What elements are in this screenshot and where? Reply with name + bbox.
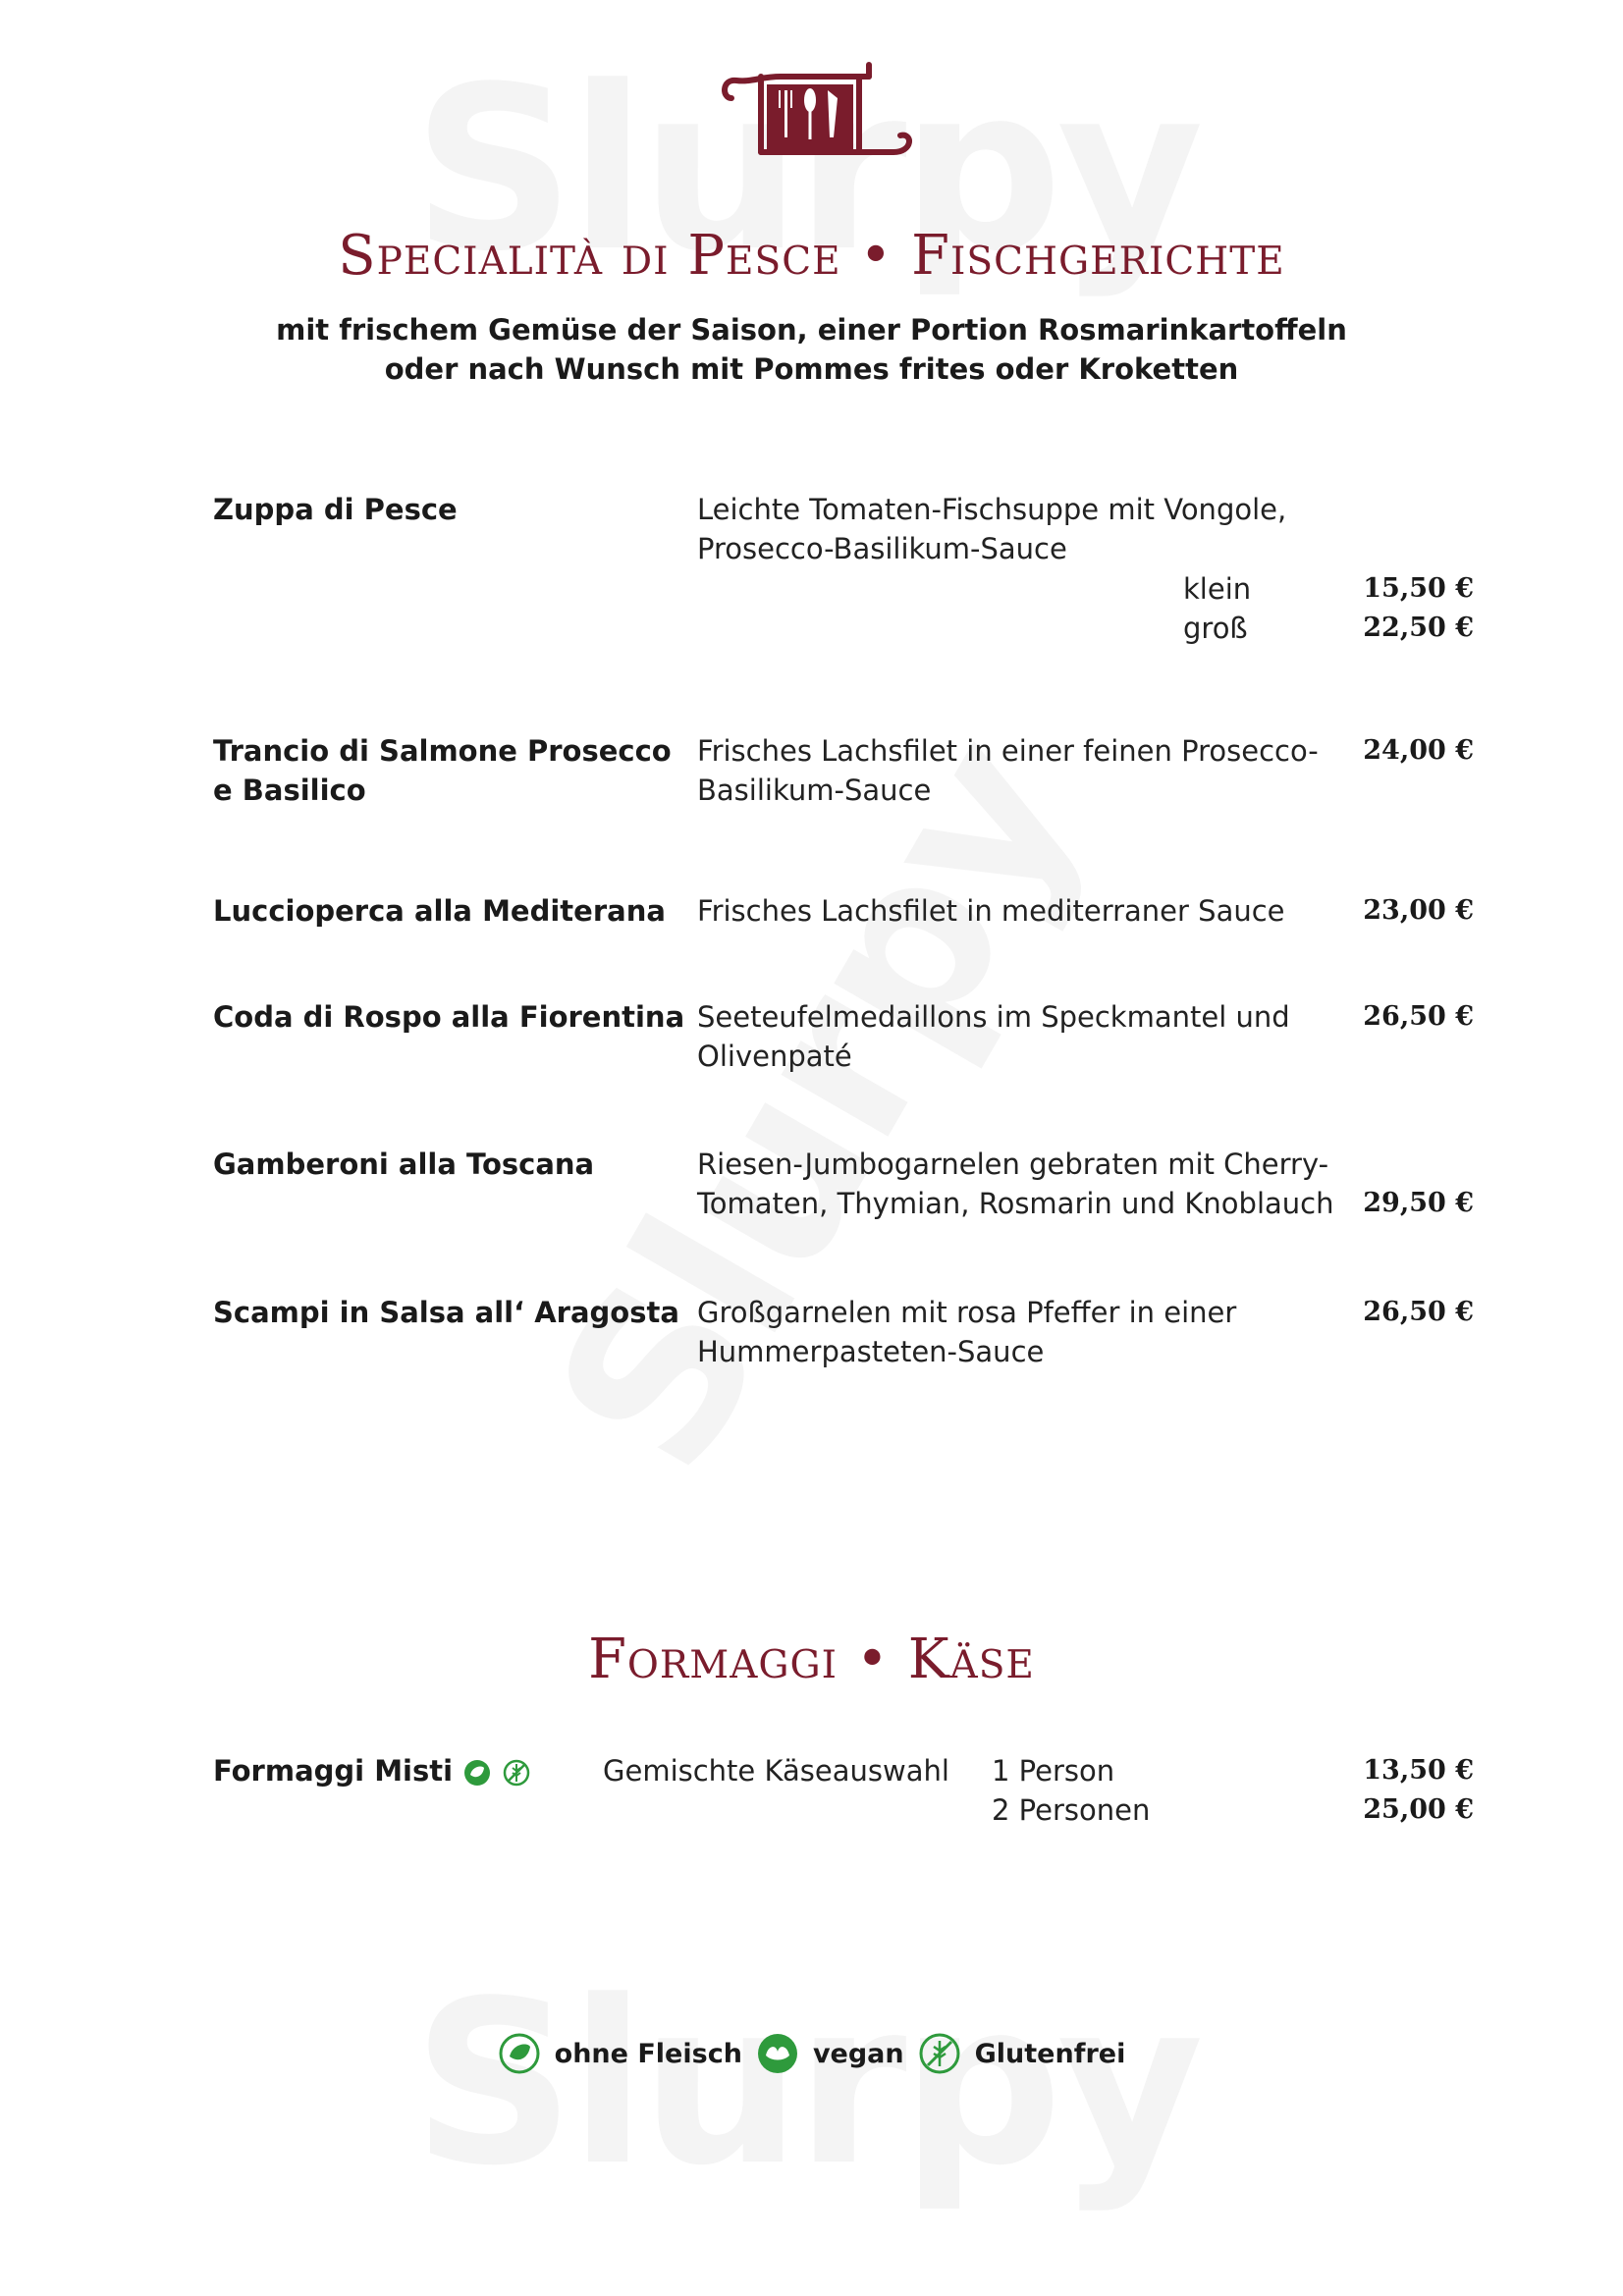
dish-description: Tomaten, Thymian, Rosmarin und Knoblauch — [697, 1187, 1334, 1220]
dish-price: 23,00 € — [1363, 895, 1474, 926]
vegetarian-icon — [462, 1758, 492, 1788]
dish-name: Luccioperca alla Mediterana — [213, 894, 666, 928]
dish-price: 24,00 € — [1363, 735, 1474, 766]
section-title-fish: Specialità di Pesce • Fischgerichte — [338, 224, 1285, 288]
dish-name: e Basilico — [213, 774, 366, 807]
diet-legend — [0, 2032, 1623, 2075]
size-label: groß — [1183, 612, 1248, 645]
dish-description: Großgarnelen mit rosa Pfeffer in einer — [697, 1296, 1237, 1329]
watermark-middle — [507, 700, 1126, 1512]
dish-name: Trancio di Salmone Prosecco — [213, 734, 672, 768]
dish-price: 15,50 € — [1363, 573, 1474, 604]
cheese-description: Gemischte Käseauswahl — [603, 1754, 949, 1788]
dish-name: Coda di Rospo alla Fiorentina — [213, 1000, 685, 1034]
portion-label: 2 Personen — [992, 1793, 1151, 1827]
subtitle-line-1: mit frischem Gemüse der Saison, einer Portion Rosmarinkartoffeln — [276, 313, 1347, 347]
dish-description: Basilikum-Sauce — [697, 774, 932, 807]
dish-name: Gamberoni alla Toscana — [213, 1148, 595, 1181]
gluten-free-icon — [918, 2032, 961, 2075]
dish-description: Riesen-Jumbogarnelen gebraten mit Cherry- — [697, 1148, 1329, 1181]
dish-name: Scampi in Salsa all‘ Aragosta — [213, 1296, 679, 1329]
gluten-free-icon — [502, 1758, 531, 1788]
dish-description: Frisches Lachsfilet in mediterraner Sauce — [697, 894, 1285, 928]
cheese-row — [213, 1751, 531, 1790]
dish-price: 26,50 € — [1363, 1001, 1474, 1032]
dish-description: Olivenpaté — [697, 1040, 852, 1073]
dish-description: Frisches Lachsfilet in einer feinen Prosecco- — [697, 734, 1319, 768]
restaurant-logo — [722, 59, 918, 167]
legend-label: vegan — [812, 2038, 904, 2069]
legend-label: Glutenfrei — [974, 2038, 1126, 2069]
dish-price: 22,50 € — [1363, 613, 1474, 643]
dish-price: 29,50 € — [1363, 1188, 1474, 1218]
dish-description: Prosecco-Basilikum-Sauce — [697, 532, 1067, 565]
dish-description: Hummerpasteten-Sauce — [697, 1335, 1045, 1368]
portion-label: 1 Person — [992, 1754, 1115, 1788]
size-label: klein — [1183, 572, 1252, 606]
cheese-price: 13,50 € — [1363, 1755, 1474, 1786]
cheese-price: 25,00 € — [1363, 1794, 1474, 1825]
dish-name: Zuppa di Pesce — [213, 493, 458, 526]
legend-label: ohne Fleisch — [554, 2038, 742, 2069]
vegan-icon — [756, 2032, 799, 2075]
vegetarian-icon — [498, 2032, 541, 2075]
cheese-name: Formaggi Misti — [213, 1754, 454, 1788]
dish-description: Seeteufelmedaillons im Speckmantel und — [697, 1000, 1290, 1034]
dish-description: Leichte Tomaten-Fischsuppe mit Vongole, — [697, 493, 1287, 526]
section-title-cheese: Formaggi • Käse — [588, 1628, 1035, 1691]
dish-price: 26,50 € — [1363, 1297, 1474, 1327]
watermark-bottom — [412, 1953, 1198, 2216]
subtitle-line-2: oder nach Wunsch mit Pommes frites oder Kroketten — [384, 352, 1239, 386]
